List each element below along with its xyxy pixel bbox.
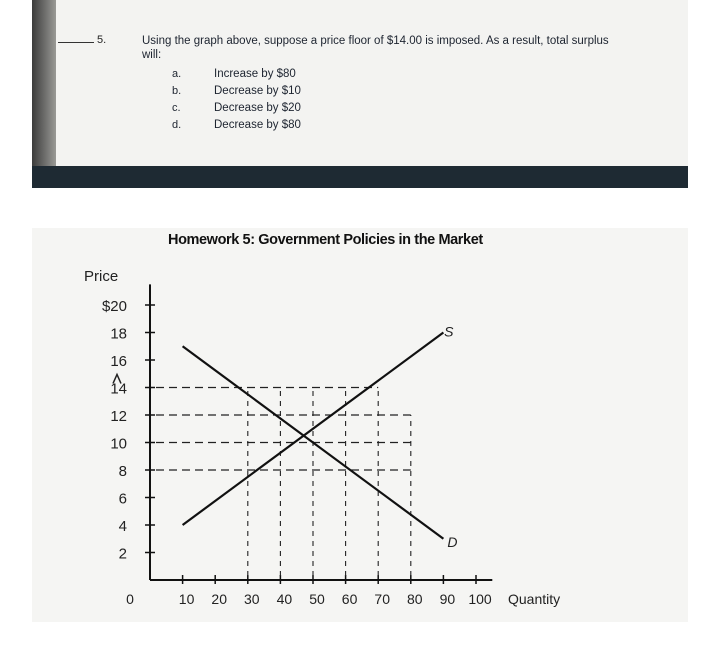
option-a-letter: a.: [172, 68, 182, 80]
chart-title: Homework 5: Government Policies in the Market: [168, 232, 483, 248]
x-tick-label: 80: [407, 591, 423, 607]
x-tick-label: 20: [211, 591, 227, 607]
option-a-text: Increase by $80: [214, 68, 296, 80]
option-c-letter: c.: [172, 102, 181, 114]
y-tick-label: 4: [118, 518, 127, 535]
option-d-text: Decrease by $80: [214, 119, 301, 131]
option-b-letter: b.: [172, 85, 182, 97]
option-c-text: Decrease by $20: [214, 102, 301, 114]
y-axis-title: Price: [84, 268, 119, 285]
x-tick-label: 60: [341, 591, 358, 607]
question-number: 5.: [97, 34, 107, 46]
y-tick-label: 6: [118, 490, 127, 508]
origin-label: 0: [126, 591, 134, 607]
x-tick-label: 50: [309, 591, 325, 607]
y-tick-label: 14: [110, 380, 127, 398]
y-tick-label: 16: [110, 353, 127, 370]
y-tick-label: 10: [110, 435, 127, 453]
x-tick-label: 100: [468, 591, 492, 607]
x-tick-label: 70: [374, 591, 390, 607]
x-tick-label: 40: [276, 591, 293, 607]
x-tick-label: 10: [178, 591, 195, 607]
y-tick-label: 2: [118, 545, 127, 563]
y-tick-label: $20: [101, 298, 127, 315]
y-tick-label: 12: [110, 408, 127, 425]
y-tick-label: 18: [110, 325, 127, 343]
question-text: Using the graph above, suppose a price floor of $14.00 is imposed. As a result, total surplus will:: [142, 35, 609, 61]
option-b-text: Decrease by $10: [214, 85, 301, 97]
x-tick-label: 30: [244, 591, 260, 607]
supply-label: S: [444, 323, 454, 340]
curve-s: [183, 333, 444, 526]
option-d-letter: d.: [172, 119, 182, 131]
demand-label: D: [447, 533, 458, 550]
x-axis-title: Quantity: [508, 591, 561, 607]
x-tick-label: 90: [439, 591, 456, 607]
y-tick-label: 8: [118, 463, 127, 480]
